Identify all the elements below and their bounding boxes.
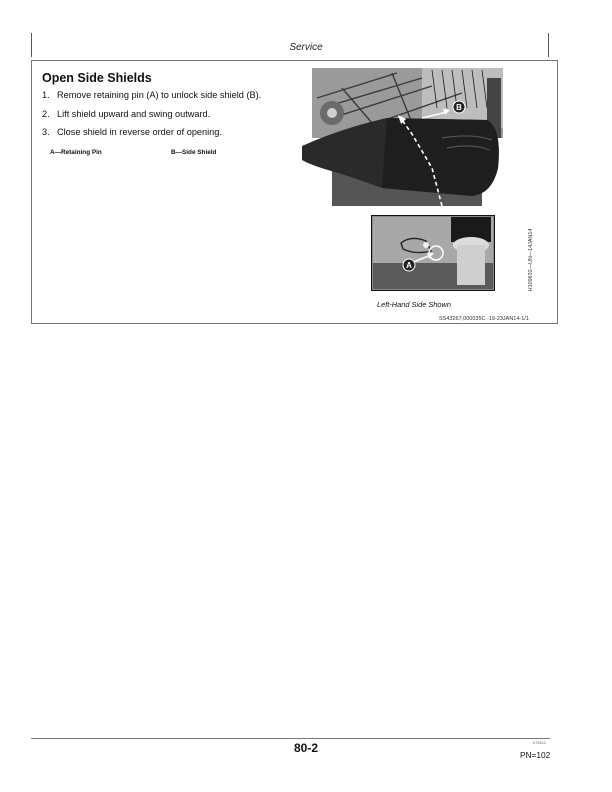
footer-small-code: 072413 — [533, 741, 546, 745]
footer-rule — [31, 738, 550, 739]
page-number: 80-2 — [293, 741, 319, 755]
callout-b-label: B — [456, 103, 462, 112]
legend-retaining-pin: A—Retaining Pin — [50, 149, 102, 156]
section-title: Open Side Shields — [42, 71, 152, 85]
header-section-title: Service — [289, 42, 323, 53]
steps-list — [42, 90, 261, 146]
step-item: 3. Close shield in reverse order of opening. — [42, 127, 222, 137]
step-item: 2. Lift shield upward and swing outward. — [42, 108, 211, 119]
retaining-pin-inset-photo — [371, 215, 495, 291]
callout-a-label: A — [406, 261, 412, 270]
figure-image-id: H109632—UN—14JAN14 — [528, 228, 534, 292]
page-pn: PN=102 — [520, 750, 551, 760]
reference-code: SS43267,000035C -19-23JAN14-1/1 — [439, 316, 529, 322]
side-shield-photo — [302, 68, 503, 206]
legend-side-shield: B—Side Shield — [171, 149, 217, 156]
step-item: 1. Remove retaining pin (A) to unlock side shield (B). — [42, 90, 262, 100]
figure-caption: Left-Hand Side Shown — [377, 300, 451, 309]
